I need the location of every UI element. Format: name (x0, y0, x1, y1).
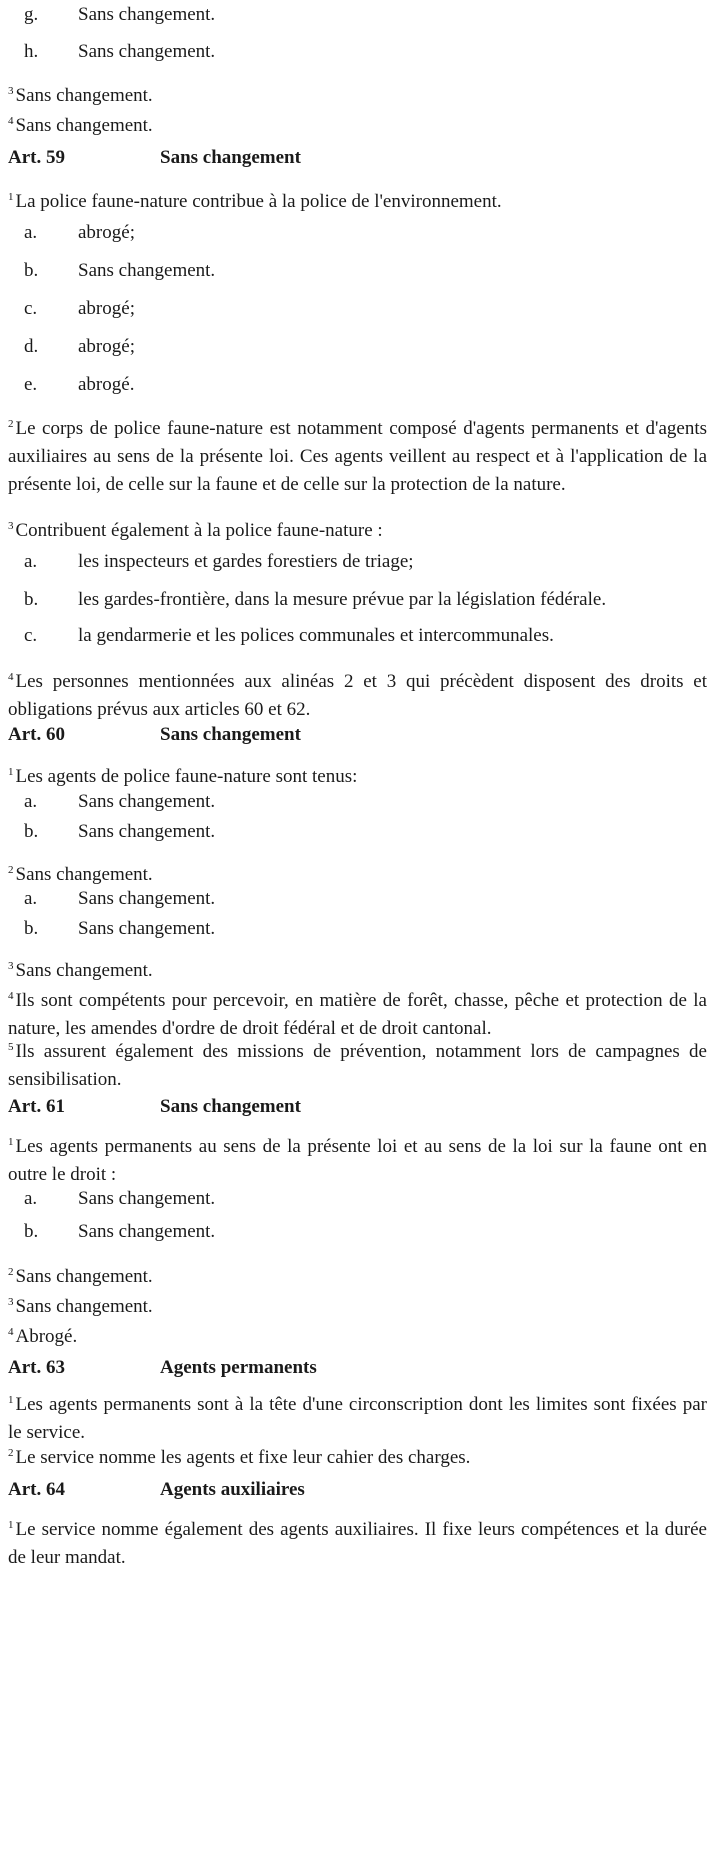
list-item (8, 334, 707, 360)
paragraph-number: 1 (8, 1136, 14, 1148)
list-item-label: d. (24, 336, 39, 357)
paragraph-number: 3 (8, 520, 14, 532)
list-item-label: g. (24, 4, 39, 25)
paragraph-number: 2 (8, 1447, 14, 1459)
list-item-label: c. (24, 625, 38, 646)
article-number: Art. 64 (8, 1479, 65, 1500)
list-item-text: abrogé; (78, 222, 135, 243)
list-item-label: h. (24, 41, 39, 62)
list-item-label: b. (24, 260, 39, 281)
paragraph (8, 1033, 707, 1094)
article-heading (8, 1477, 707, 1503)
paragraph-number: 4 (8, 115, 14, 127)
paragraph-number: 3 (8, 1296, 14, 1308)
paragraph-text: Les agents de police faune-nature sont tenus: (15, 766, 358, 787)
list-item (8, 819, 707, 845)
list-item-text: les gardes-frontière, dans la mesure prévue par la législation fédérale. (78, 589, 607, 610)
list-item-label: a. (24, 888, 38, 909)
article-title: Sans changement (160, 1096, 301, 1117)
paragraph (8, 1128, 707, 1189)
paragraph (8, 1318, 707, 1351)
list-item (8, 916, 707, 942)
paragraph (8, 856, 707, 889)
paragraph (8, 663, 707, 724)
list-item-text: Sans changement. (78, 821, 216, 842)
list-item-text: les inspecteurs et gardes forestiers de triage; (78, 551, 414, 572)
list-item-text: Sans changement. (78, 1221, 216, 1242)
paragraph-number: 4 (8, 990, 14, 1002)
paragraph-text: Sans changement. (15, 115, 153, 136)
article-heading (8, 145, 707, 171)
paragraph-number: 4 (8, 671, 14, 683)
paragraph-number: 3 (8, 960, 14, 972)
paragraph-text: Ils assurent également des missions de prévention, notamment lors de campagnes de sensibilisation. (8, 1041, 707, 1090)
list-item (8, 39, 707, 65)
list-item (8, 789, 707, 815)
article-title: Sans changement (160, 147, 301, 168)
paragraph-text: Le service nomme également des agents auxiliaires. Il fixe leurs compétences et la durée de leur mandat. (8, 1519, 707, 1568)
list-item-label: a. (24, 791, 38, 812)
list-item (8, 2, 707, 28)
paragraph (8, 1386, 707, 1447)
list-item-text: abrogé; (78, 336, 135, 357)
list-item-text: Sans changement. (78, 918, 216, 939)
paragraph-number: 2 (8, 418, 14, 430)
article-title: Agents permanents (160, 1357, 317, 1378)
paragraph-text: Sans changement. (15, 85, 153, 106)
paragraph-text: Les agents permanents sont à la tête d'une circonscription dont les limites sont fixées par le service. (8, 1394, 707, 1443)
paragraph (8, 183, 707, 216)
list-item-text: Sans changement. (78, 41, 216, 62)
article-number: Art. 59 (8, 147, 65, 168)
paragraph-number: 2 (8, 1266, 14, 1278)
list-item-text: Sans changement. (78, 791, 216, 812)
paragraph (8, 758, 707, 791)
list-item (8, 372, 707, 398)
paragraph-text: Les personnes mentionnées aux alinéas 2 et 3 qui précèdent disposent des droits et obligations prévus aux articles 60 et 62. (8, 671, 707, 720)
list-item (8, 1219, 707, 1245)
paragraph-text: Les agents permanents au sens de la présente loi et au sens de la loi sur la faune ont en outre le droit : (8, 1136, 707, 1185)
article-heading (8, 1094, 707, 1120)
article-number: Art. 61 (8, 1096, 65, 1117)
article-number: Art. 60 (8, 724, 65, 745)
list-item-label: c. (24, 298, 38, 319)
paragraph-text: Sans changement. (15, 960, 153, 981)
paragraph-text: Le service nomme les agents et fixe leur cahier des charges. (15, 1447, 471, 1468)
list-item-label: b. (24, 1221, 39, 1242)
list-item-text: Sans changement. (78, 4, 216, 25)
paragraph-number: 1 (8, 1519, 14, 1531)
list-item (8, 886, 707, 912)
list-item-label: a. (24, 551, 38, 572)
paragraph-text: Contribuent également à la police faune-nature : (15, 520, 383, 541)
paragraph-number: 1 (8, 191, 14, 203)
list-item-label: b. (24, 589, 39, 610)
paragraph-text: Ils sont compétents pour percevoir, en matière de forêt, chasse, pêche et protection de la nature, les amendes d'ordre de droit fédéral et de droit cantonal. (8, 990, 707, 1039)
paragraph-number: 2 (8, 864, 14, 876)
list-item (8, 220, 707, 246)
article-title: Agents auxiliaires (160, 1479, 305, 1500)
list-item-text: la gendarmerie et les polices communales et intercommunales. (78, 625, 554, 646)
list-item-text: Sans changement. (78, 1188, 216, 1209)
list-item-label: a. (24, 222, 38, 243)
paragraph-number: 5 (8, 1041, 14, 1053)
list-item-label: a. (24, 1188, 38, 1209)
list-item-label: b. (24, 918, 39, 939)
list-item-text: Sans changement. (78, 888, 216, 909)
list-item (8, 296, 707, 322)
paragraph (8, 1511, 707, 1572)
list-item-text: Sans changement. (78, 260, 216, 281)
list-item (8, 587, 707, 613)
paragraph-text: Le corps de police faune-nature est notamment composé d'agents permanents et d'agents auxiliaires au sens de la présente loi. Ces agents veillent au respect et à l'application de la présente loi, de celle sur la faune et de celle sur la protection de la nature. (8, 418, 707, 495)
paragraph-number: 4 (8, 1326, 14, 1338)
list-item-text: abrogé; (78, 298, 135, 319)
paragraph-text: Sans changement. (15, 1266, 153, 1287)
article-title: Sans changement (160, 724, 301, 745)
paragraph-number: 3 (8, 85, 14, 97)
list-item (8, 1186, 707, 1212)
paragraph (8, 952, 707, 985)
paragraph (8, 1288, 707, 1321)
list-item (8, 549, 707, 575)
paragraph-text: La police faune-nature contribue à la police de l'environnement. (15, 191, 502, 212)
paragraph (8, 512, 707, 545)
paragraph (8, 1258, 707, 1291)
paragraph (8, 410, 707, 499)
article-number: Art. 63 (8, 1357, 65, 1378)
paragraph (8, 77, 707, 110)
article-heading (8, 1355, 707, 1381)
paragraph-number: 1 (8, 1394, 14, 1406)
paragraph-text: Sans changement. (15, 1296, 153, 1317)
list-item-label: e. (24, 374, 38, 395)
list-item-label: b. (24, 821, 39, 842)
paragraph-text: Abrogé. (15, 1326, 78, 1347)
list-item (8, 258, 707, 284)
list-item-text: abrogé. (78, 374, 135, 395)
paragraph-number: 1 (8, 766, 14, 778)
paragraph (8, 1439, 707, 1472)
paragraph (8, 107, 707, 140)
article-heading (8, 722, 707, 748)
paragraph-text: Sans changement. (15, 864, 153, 885)
list-item (8, 623, 707, 649)
